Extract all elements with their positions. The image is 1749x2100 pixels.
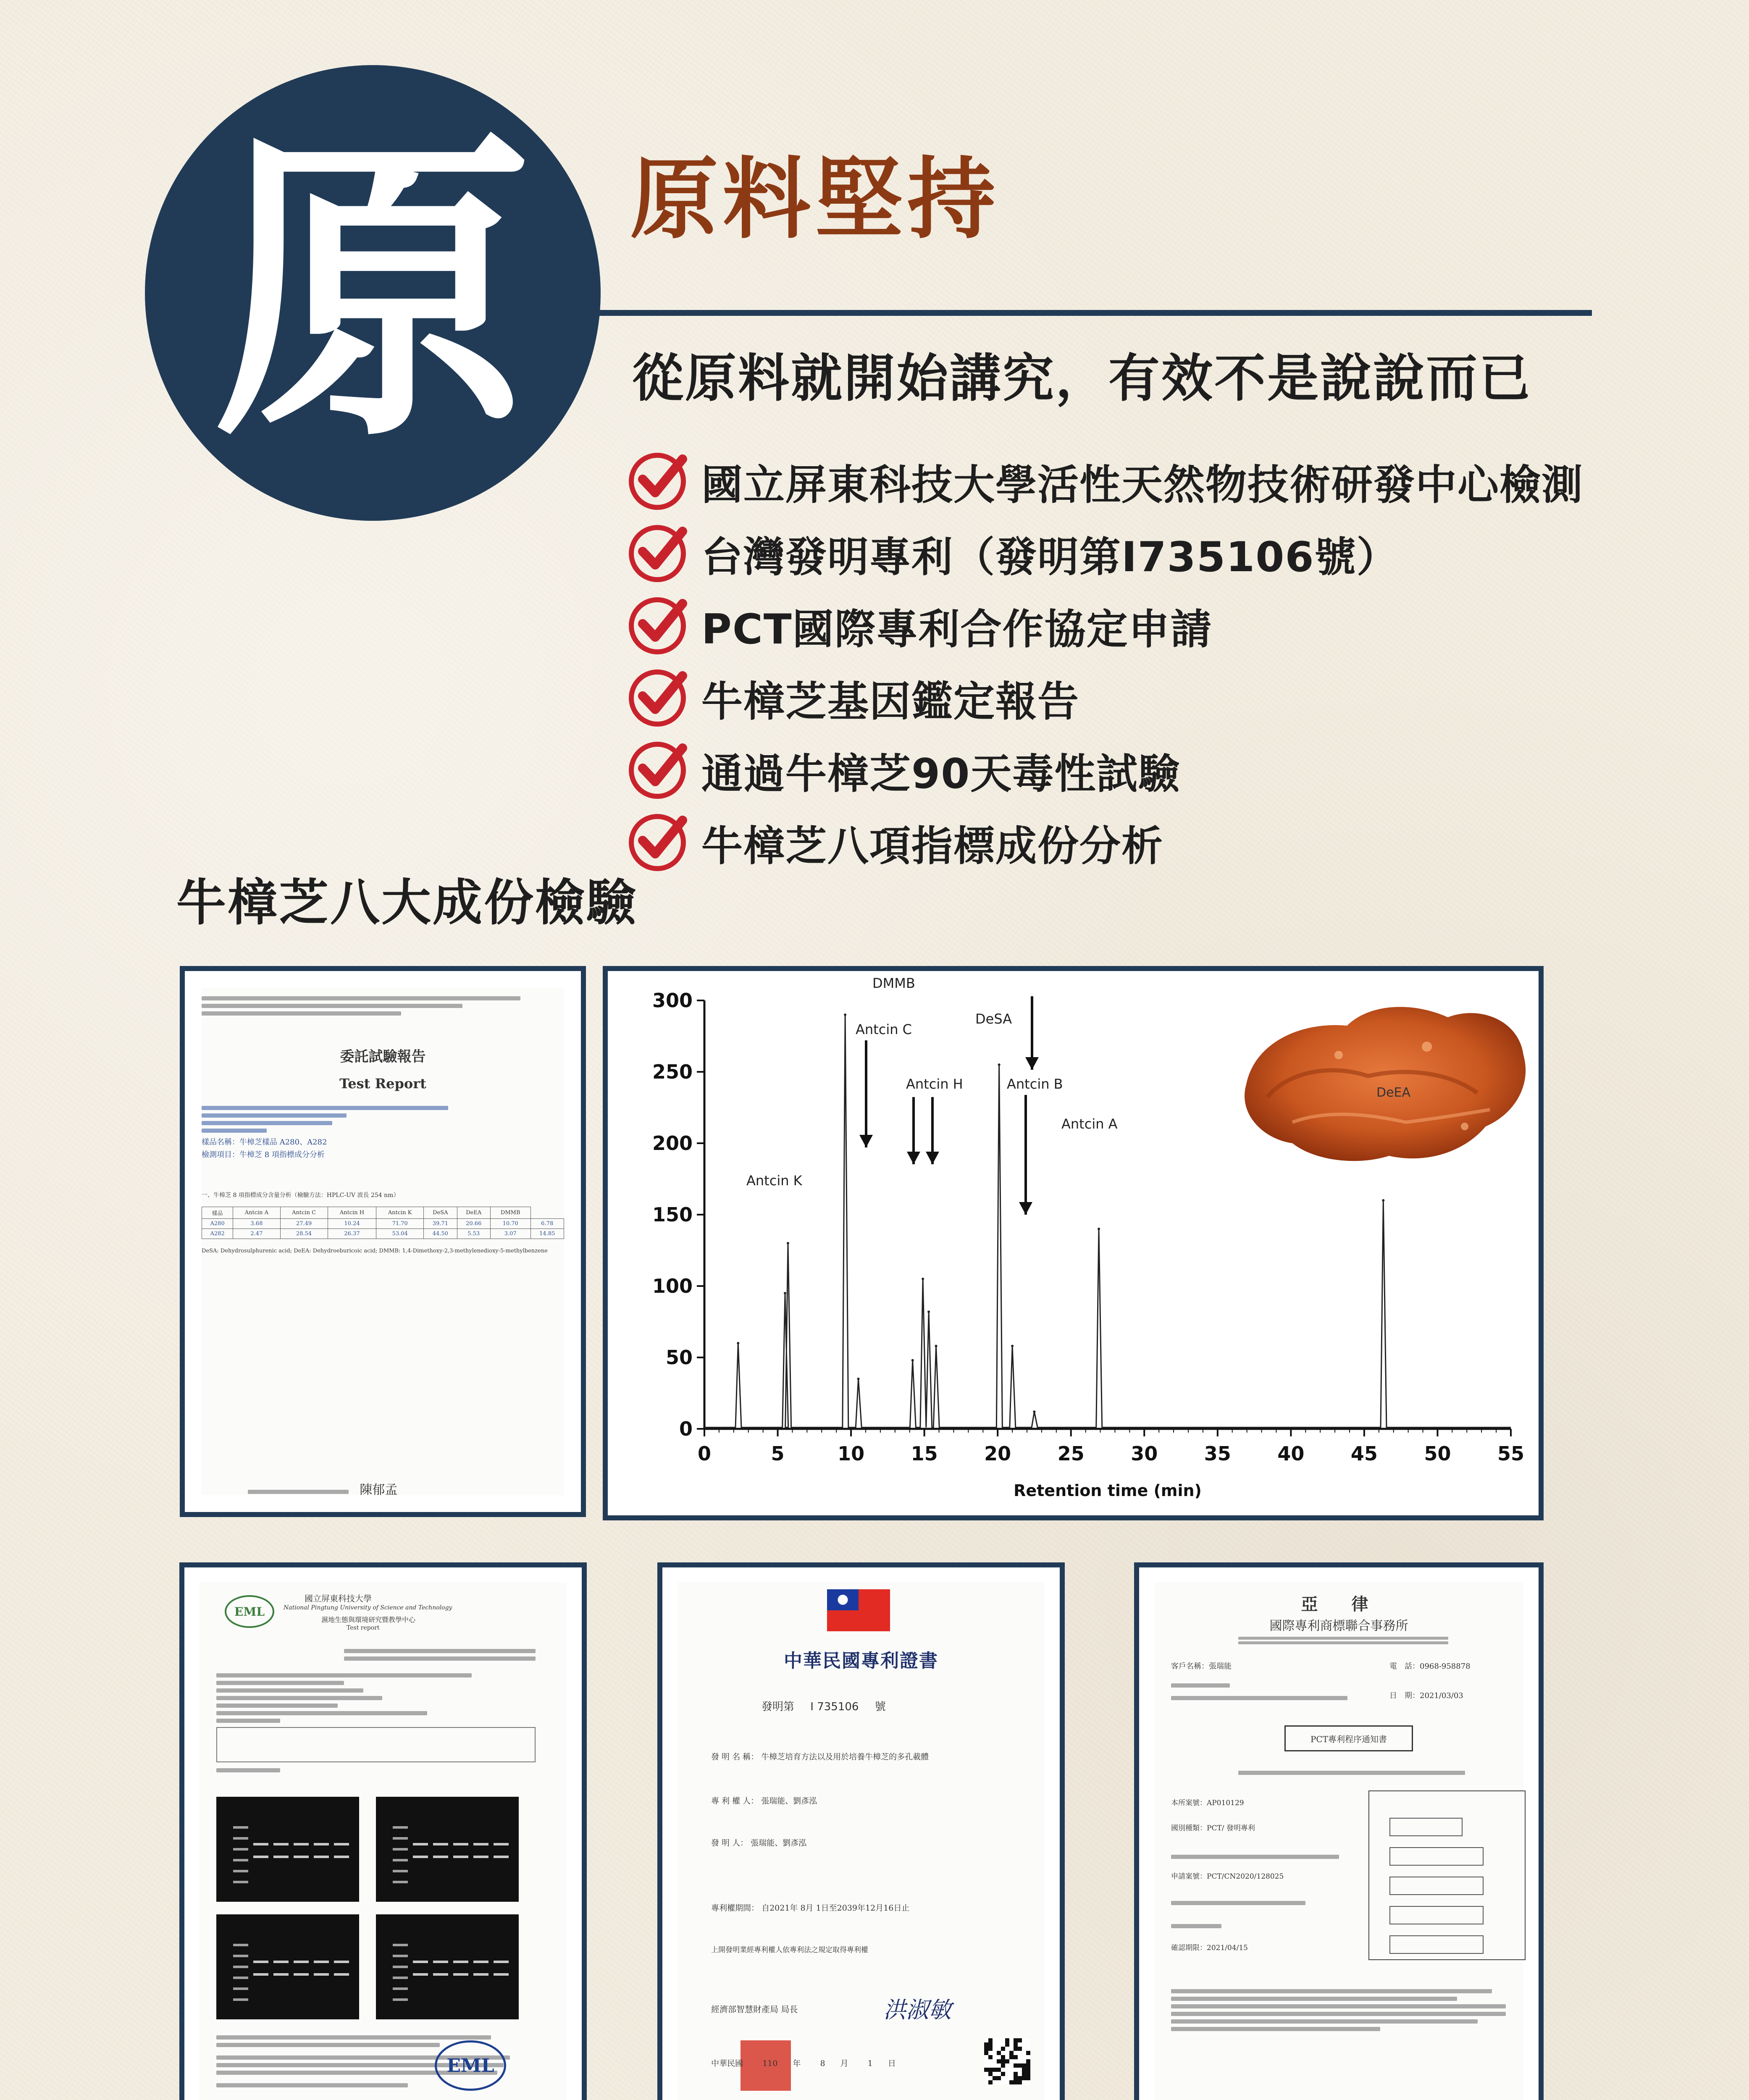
table-header-cell: 樣品 bbox=[202, 1207, 233, 1219]
x-tick-label: 0 bbox=[697, 1442, 712, 1465]
qr-module bbox=[1014, 2042, 1018, 2047]
checklist-text: 牛樟芝基因鑑定報告 bbox=[701, 677, 1080, 726]
flow-step-box bbox=[1389, 1847, 1484, 1866]
arrow-head bbox=[859, 1135, 873, 1147]
gel-band bbox=[494, 1973, 509, 1976]
x-tick-label: 15 bbox=[911, 1442, 938, 1465]
x-axis-label: Retention time (min) bbox=[1014, 1481, 1202, 1500]
patent-holder-label: 專 利 權 人： bbox=[711, 1796, 759, 1806]
patent-name: 牛樟芝培育方法以及用於培養牛樟芝的多孔載體 bbox=[761, 1752, 929, 1761]
gel-band bbox=[294, 1973, 309, 1976]
gel-band bbox=[273, 1961, 289, 1963]
arrow-head bbox=[1025, 1057, 1039, 1070]
qr-module bbox=[1022, 2072, 1026, 2076]
test-report-item: 檢測項目：牛樟芝 8 項指標成分分析 bbox=[202, 1150, 325, 1159]
test-report-frame bbox=[180, 966, 586, 1517]
table-row bbox=[202, 1219, 564, 1229]
gel-band bbox=[433, 1843, 448, 1845]
qr-module bbox=[1026, 2076, 1030, 2080]
peak-label: Antcin C bbox=[856, 1021, 912, 1037]
peak-point bbox=[1033, 1410, 1035, 1413]
gel-band bbox=[413, 1961, 428, 1963]
checklist-text: 國立屏東科技大學活性天然物技術研發中心檢測 bbox=[701, 461, 1584, 509]
patent-inventor: 張瑞能、劉彥泓 bbox=[751, 1838, 807, 1848]
pct-firm-full: 國際專利商標聯合事務所 bbox=[1269, 1619, 1408, 1633]
x-tick-label: 5 bbox=[771, 1442, 785, 1465]
peak-label: DeSA bbox=[975, 1011, 1012, 1027]
qr-module bbox=[1009, 2055, 1014, 2059]
patent-date-month: 8 bbox=[820, 2059, 825, 2068]
pct-client: 客戶名稱：張瑞能 bbox=[1171, 1662, 1232, 1671]
gel-band bbox=[473, 1856, 488, 1858]
director-signature: 洪淑敏 bbox=[883, 1997, 951, 2023]
table-header-cell: DMMB bbox=[490, 1207, 530, 1219]
y-tick-label: 100 bbox=[652, 1275, 693, 1297]
qr-code bbox=[984, 2038, 1030, 2084]
x-tick-label: 20 bbox=[984, 1442, 1011, 1465]
flow-step-box bbox=[1389, 1906, 1484, 1924]
arrow-head bbox=[926, 1152, 939, 1164]
peak-point bbox=[1011, 1345, 1014, 1347]
peak-point bbox=[911, 1359, 914, 1362]
gel-band bbox=[494, 1856, 509, 1858]
table-cell: 53.04 bbox=[376, 1229, 424, 1239]
qr-module bbox=[1026, 2072, 1030, 2076]
test-report-footnote: DeSA: Dehydrosulphurenic acid; DeEA: Dehydroeburicoic acid; DMMB: 1,4-Dimethoxy-2,3-methylenedioxy-5-methylbenzene bbox=[202, 1248, 548, 1254]
gel-band bbox=[233, 1966, 248, 1968]
qr-module bbox=[993, 2068, 997, 2072]
y-tick-label: 50 bbox=[665, 1346, 693, 1369]
gene-lab: 濕地生態與環境研究暨教學中心 bbox=[321, 1616, 416, 1624]
patent-term: 自2021年 8月 1日至2039年12月16日止 bbox=[762, 1903, 910, 1913]
peak-point bbox=[935, 1345, 938, 1347]
qr-module bbox=[1001, 2055, 1005, 2059]
gel-band bbox=[453, 1843, 468, 1845]
qr-module bbox=[984, 2047, 988, 2051]
qr-module bbox=[1014, 2063, 1018, 2068]
pct-notice-frame bbox=[1134, 1562, 1544, 2100]
eml-logo: EML bbox=[225, 1595, 274, 1628]
gel-band bbox=[253, 1961, 268, 1963]
qr-module bbox=[1026, 2051, 1030, 2055]
gel-band bbox=[314, 1973, 329, 1976]
qr-module bbox=[988, 2055, 993, 2059]
table-cell: 27.49 bbox=[280, 1219, 328, 1229]
table-header-cell: Antcin C bbox=[280, 1207, 328, 1219]
x-tick-label: 40 bbox=[1277, 1442, 1305, 1465]
patent-date-prefix: 中華民國 bbox=[711, 2059, 743, 2068]
gel-band bbox=[294, 1856, 309, 1858]
patent-number: I 735106 bbox=[810, 1701, 859, 1713]
gel-band bbox=[473, 1973, 488, 1976]
page-title: 原料堅持 bbox=[630, 148, 1000, 251]
gel-band bbox=[233, 1987, 248, 1990]
gel-band bbox=[453, 1973, 468, 1976]
table-cell: 2.47 bbox=[233, 1229, 280, 1239]
checklist-text: PCT國際專利合作協定申請 bbox=[701, 605, 1213, 654]
pct-firm: 亞 律 bbox=[1301, 1594, 1377, 1614]
patent-date-day: 1 bbox=[867, 2059, 873, 2068]
qr-module bbox=[1005, 2042, 1009, 2047]
peak-label-deea: DeEA bbox=[1376, 1085, 1411, 1100]
table-cell: 44.50 bbox=[424, 1229, 457, 1239]
test-report-title-en: Test Report bbox=[339, 1076, 426, 1092]
gel-band bbox=[273, 1843, 289, 1845]
pct-app-no: 申請案號：PCT/CN2020/128025 bbox=[1171, 1872, 1284, 1881]
table-header-cell: Antcin H bbox=[328, 1207, 376, 1219]
qr-module bbox=[988, 2038, 993, 2042]
peak-point bbox=[737, 1342, 739, 1344]
check-circle-icon bbox=[626, 811, 689, 874]
gel-band bbox=[233, 1998, 248, 2001]
peak-label: Antcin A bbox=[1061, 1116, 1118, 1132]
gel-band bbox=[393, 1837, 408, 1840]
checklist-item bbox=[626, 517, 1739, 590]
gel-band bbox=[233, 1848, 248, 1851]
antrodia-mushroom-photo bbox=[1229, 988, 1532, 1168]
check-circle-icon bbox=[626, 450, 689, 513]
pct-notice-title: PCT專利程序通知書 bbox=[1284, 1725, 1413, 1751]
qr-module bbox=[988, 2047, 993, 2051]
table-cell: 26.37 bbox=[328, 1229, 376, 1239]
gel-band bbox=[233, 1826, 248, 1829]
badge-character: 原 bbox=[213, 107, 533, 479]
gel-band bbox=[233, 1870, 248, 1872]
pct-flowchart bbox=[1368, 1790, 1526, 1960]
gel-band bbox=[494, 1843, 509, 1845]
check-circle-icon bbox=[626, 739, 689, 802]
patent-number-label: 發明第 bbox=[762, 1701, 795, 1713]
gel-band bbox=[433, 1973, 448, 1976]
flow-step-box bbox=[1389, 1818, 1463, 1836]
qr-module bbox=[1022, 2063, 1026, 2068]
test-report-table bbox=[202, 1207, 564, 1239]
pct-date: 日 期：2021/03/03 bbox=[1389, 1691, 1463, 1700]
qr-module bbox=[1001, 2063, 1005, 2068]
qr-module bbox=[1005, 2038, 1009, 2042]
arrow-head bbox=[1019, 1202, 1032, 1215]
qr-module bbox=[1009, 2051, 1014, 2055]
gel-band bbox=[393, 1998, 408, 2001]
y-tick-label: 150 bbox=[652, 1203, 693, 1226]
gel-band bbox=[413, 1856, 428, 1858]
gel-band bbox=[393, 1870, 408, 1872]
eml-stamp: EML bbox=[435, 2040, 506, 2091]
peak-point bbox=[784, 1292, 786, 1294]
patent-notice: 上開發明業經專利權人依專利法之規定取得專利權 bbox=[711, 1946, 868, 1954]
gel-band bbox=[393, 1859, 408, 1861]
qr-module bbox=[1014, 2055, 1018, 2059]
gel-band bbox=[233, 1977, 248, 1979]
gel-band bbox=[233, 1944, 248, 1946]
patent-number-suffix: 號 bbox=[874, 1701, 886, 1713]
test-report-sample: 樣品名稱：牛樟芝樣品 A280、A282 bbox=[202, 1138, 327, 1147]
table-cell: 10.24 bbox=[328, 1219, 376, 1229]
patent-year-unit: 年 bbox=[793, 2059, 801, 2068]
peak-label: Antcin H bbox=[906, 1076, 963, 1092]
gel-band bbox=[233, 1955, 248, 1957]
x-tick-label: 45 bbox=[1350, 1442, 1378, 1465]
qr-module bbox=[1014, 2080, 1018, 2084]
patent-certificate-frame bbox=[657, 1562, 1065, 2100]
qr-module bbox=[1018, 2076, 1022, 2080]
qr-module bbox=[984, 2042, 988, 2047]
gel-band bbox=[253, 1843, 268, 1845]
gel-band bbox=[233, 1837, 248, 1840]
checklist-item bbox=[626, 445, 1739, 517]
gel-band bbox=[393, 1826, 408, 1829]
x-tick-label: 25 bbox=[1057, 1442, 1085, 1465]
gel-band bbox=[433, 1961, 448, 1963]
patent-holder: 張瑞能、劉彥泓 bbox=[761, 1796, 817, 1806]
gel-band bbox=[334, 1961, 349, 1963]
test-report-signature: 陳郁孟 bbox=[360, 1483, 398, 1497]
qr-module bbox=[1022, 2076, 1026, 2080]
gel-band bbox=[334, 1843, 349, 1845]
x-tick-label: 50 bbox=[1424, 1442, 1451, 1465]
pct-file-no: 本所案號：AP010129 bbox=[1171, 1799, 1244, 1807]
patent-day-unit: 日 bbox=[888, 2059, 896, 2068]
pct-deadline: 確認期限：2021/04/15 bbox=[1171, 1944, 1248, 1952]
gel-band bbox=[334, 1973, 349, 1976]
qr-module bbox=[1026, 2068, 1030, 2072]
qr-module bbox=[984, 2051, 988, 2055]
qr-module bbox=[1005, 2059, 1009, 2063]
qr-module bbox=[1026, 2059, 1030, 2063]
table-cell: A280 bbox=[202, 1219, 233, 1229]
gene-subtitle: Test report bbox=[347, 1625, 380, 1631]
gel-band bbox=[393, 1966, 408, 1968]
gel-band bbox=[433, 1856, 448, 1858]
qr-module bbox=[1014, 2047, 1018, 2051]
peak-point bbox=[998, 1063, 1001, 1066]
pct-type: 國別種類：PCT/ 發明專利 bbox=[1171, 1824, 1255, 1832]
patent-name-label: 發 明 名 稱： bbox=[711, 1752, 759, 1761]
qr-module bbox=[1001, 2059, 1005, 2063]
roc-flag bbox=[827, 1589, 890, 1631]
qr-module bbox=[1001, 2072, 1005, 2076]
patent-month-unit: 月 bbox=[840, 2059, 848, 2068]
x-tick-label: 30 bbox=[1131, 1442, 1158, 1465]
patent-office: 經濟部智慧財產局 局長 bbox=[711, 2004, 798, 2014]
peak-point bbox=[927, 1310, 930, 1313]
qr-module bbox=[988, 2042, 993, 2047]
peak-point bbox=[857, 1378, 860, 1380]
test-report-table-heading: 一、牛樟芝 8 項指標成分含量分析（檢驗方法：HPLC-UV 波長 254 nm） bbox=[202, 1192, 399, 1199]
table-cell: 14.85 bbox=[530, 1229, 564, 1239]
qr-module bbox=[1018, 2038, 1022, 2042]
check-circle-icon bbox=[626, 594, 689, 657]
title-divider bbox=[580, 310, 1592, 316]
gel-band bbox=[273, 1973, 289, 1976]
table-header-cell: Antcin A bbox=[233, 1207, 280, 1219]
gel-band bbox=[393, 1881, 408, 1883]
gel-band bbox=[314, 1856, 329, 1858]
pct-phone: 電 話：0968-958878 bbox=[1389, 1662, 1471, 1671]
qr-module bbox=[988, 2080, 993, 2084]
gel-band bbox=[334, 1856, 349, 1858]
qr-module bbox=[997, 2068, 1001, 2072]
check-circle-icon bbox=[626, 667, 689, 730]
gel-band bbox=[393, 1848, 408, 1851]
qr-module bbox=[997, 2076, 1001, 2080]
peak-point bbox=[1098, 1228, 1100, 1230]
gel-band bbox=[273, 1856, 289, 1858]
gel-band bbox=[413, 1843, 428, 1845]
table-cell: 20.66 bbox=[457, 1219, 490, 1229]
y-tick-label: 300 bbox=[652, 989, 693, 1012]
gel-band bbox=[253, 1973, 268, 1976]
flow-step-box bbox=[1389, 1877, 1484, 1895]
peak-point bbox=[844, 1013, 846, 1016]
y-tick-label: 0 bbox=[679, 1418, 693, 1440]
qr-module bbox=[1001, 2047, 1005, 2051]
gel-band bbox=[473, 1843, 488, 1845]
qr-module bbox=[997, 2059, 1001, 2063]
chromatogram-frame bbox=[603, 966, 1544, 1520]
gel-band bbox=[393, 1955, 408, 1957]
table-row bbox=[202, 1229, 564, 1239]
table-cell: 10.70 bbox=[490, 1219, 530, 1229]
gel-band bbox=[494, 1961, 509, 1963]
qr-module bbox=[1018, 2080, 1022, 2084]
peak-point bbox=[787, 1242, 789, 1244]
page-subtitle: 從原料就開始講究，有效不是說說而已 bbox=[632, 349, 1532, 408]
table-cell: 28.54 bbox=[280, 1229, 328, 1239]
table-cell: 3.68 bbox=[233, 1219, 280, 1229]
gel-band bbox=[233, 1859, 248, 1861]
qr-module bbox=[1026, 2063, 1030, 2068]
peak-point bbox=[922, 1278, 924, 1280]
qr-module bbox=[1009, 2080, 1014, 2084]
gel-band bbox=[473, 1961, 488, 1963]
qr-module bbox=[984, 2068, 988, 2072]
qr-module bbox=[1014, 2076, 1018, 2080]
table-cell: 5.53 bbox=[457, 1229, 490, 1239]
table-cell: 6.78 bbox=[530, 1219, 564, 1229]
peak-point bbox=[1382, 1199, 1384, 1202]
checklist-item bbox=[626, 806, 1739, 879]
qr-module bbox=[1018, 2063, 1022, 2068]
qr-module bbox=[1022, 2068, 1026, 2072]
table-header-cell: Antcin K bbox=[376, 1207, 424, 1219]
table-cell: A282 bbox=[202, 1229, 233, 1239]
patent-title: 中華民國專利證書 bbox=[784, 1650, 938, 1672]
gene-univ-en: National Pingtung University of Science and Technology bbox=[284, 1604, 452, 1611]
table-cell: 39.71 bbox=[424, 1219, 457, 1229]
check-circle-icon bbox=[626, 522, 689, 585]
x-tick-label: 10 bbox=[838, 1442, 865, 1465]
checklist-item bbox=[626, 590, 1739, 662]
patent-inventor-label: 發 明 人： bbox=[711, 1838, 748, 1848]
checklist-text: 牛樟芝八項指標成份分析 bbox=[701, 822, 1164, 870]
qr-module bbox=[993, 2076, 997, 2080]
gel-band bbox=[314, 1843, 329, 1845]
section-title: 牛樟芝八大成份檢驗 bbox=[176, 874, 638, 932]
gel-band bbox=[314, 1961, 329, 1963]
peak-label: Antcin K bbox=[746, 1173, 802, 1189]
qr-module bbox=[988, 2068, 993, 2072]
gel-band bbox=[393, 1977, 408, 1979]
peak-label: Antcin B bbox=[1007, 1076, 1063, 1092]
gel-band bbox=[253, 1856, 268, 1858]
gel-band bbox=[233, 1881, 248, 1883]
arrow-head bbox=[907, 1152, 920, 1164]
test-report-title-zh: 委託試驗報告 bbox=[340, 1048, 426, 1065]
y-tick-label: 200 bbox=[652, 1132, 693, 1155]
gene-report-frame bbox=[179, 1562, 587, 2100]
qr-module bbox=[997, 2051, 1001, 2055]
gel-band bbox=[294, 1961, 309, 1963]
gel-band bbox=[413, 1973, 428, 1976]
qr-module bbox=[988, 2072, 993, 2076]
table-header-cell: DeSA bbox=[424, 1207, 457, 1219]
qr-module bbox=[1014, 2038, 1018, 2042]
feature-checklist bbox=[626, 445, 1739, 879]
qr-module bbox=[1018, 2047, 1022, 2051]
gel-band bbox=[393, 1944, 408, 1946]
qr-module bbox=[1014, 2072, 1018, 2076]
x-tick-label: 35 bbox=[1204, 1442, 1231, 1465]
checklist-item bbox=[626, 662, 1739, 734]
gel-band bbox=[453, 1961, 468, 1963]
table-cell: 71.70 bbox=[376, 1219, 424, 1229]
checklist-text: 通過牛樟芝90天毒性試驗 bbox=[701, 750, 1181, 798]
y-tick-label: 250 bbox=[652, 1060, 693, 1083]
checklist-text: 台灣發明專利（發明第I735106號） bbox=[701, 533, 1399, 581]
gel-band bbox=[294, 1843, 309, 1845]
table-cell: 3.07 bbox=[490, 1229, 530, 1239]
peak-label: DMMB bbox=[872, 975, 915, 991]
x-tick-label: 55 bbox=[1497, 1442, 1525, 1465]
table-header-cell: DeEA bbox=[457, 1207, 490, 1219]
gel-band bbox=[453, 1856, 468, 1858]
checklist-item bbox=[626, 734, 1739, 806]
gene-univ: 國立屏東科技大學 bbox=[305, 1593, 372, 1604]
gel-band bbox=[393, 1987, 408, 1990]
flow-step-box bbox=[1389, 1935, 1484, 1954]
patent-date-year: 110 bbox=[762, 2059, 778, 2068]
patent-term-label: 專利權期間： bbox=[711, 1903, 759, 1913]
